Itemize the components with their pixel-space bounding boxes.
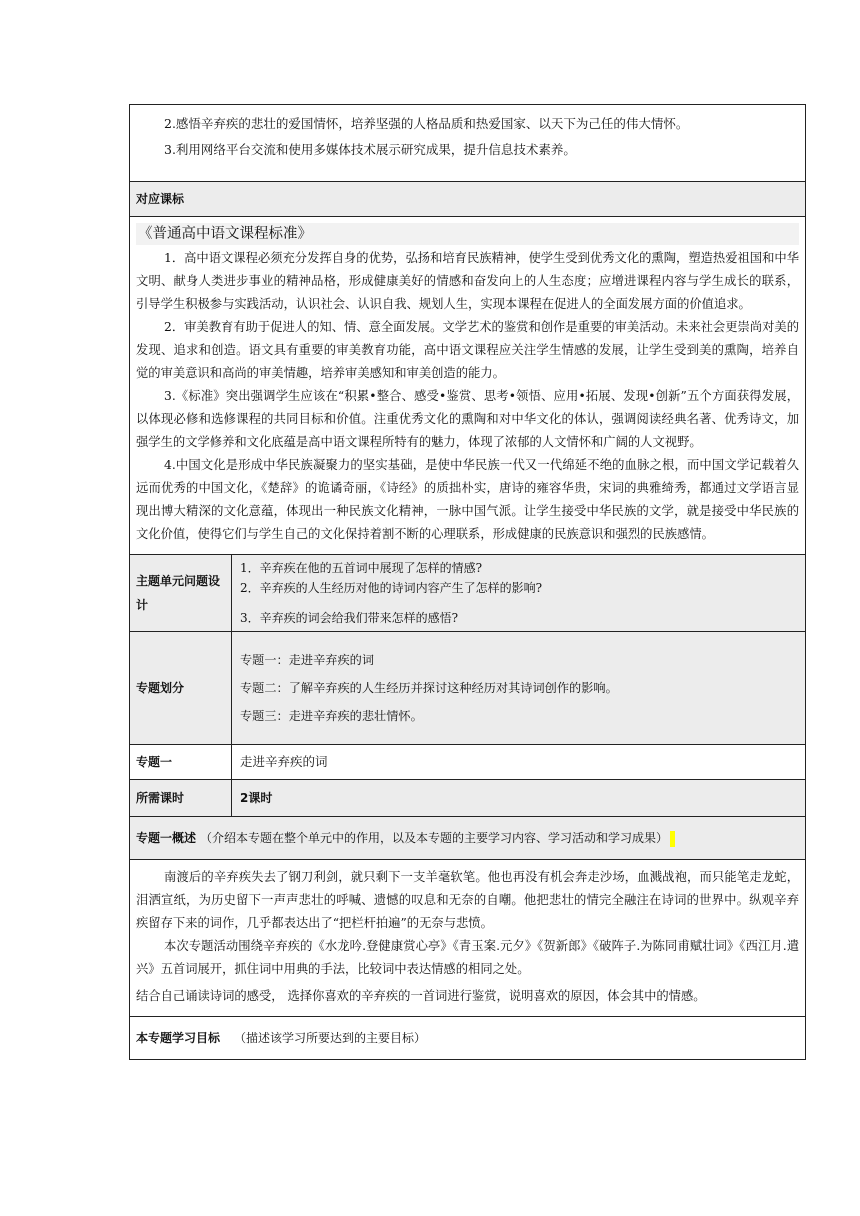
overview-paragraph-2: 本次专题活动围绕辛弃疾的《水龙吟.登健康赏心亭》《青玉案.元夕》《贺新郎》《破阵子.为陈同甫赋壮词》《西江月.遣兴》五首词展开，抓住词中用典的手法，比较词中表达情感的相同之处。 (136, 939, 799, 976)
highlight-marker (670, 831, 675, 847)
unit-question-3: 3．辛弃疾的词会给我们带来怎样的感悟? (240, 611, 459, 625)
goals-note: （描述该学习所要达到的主要目标） (234, 1031, 427, 1045)
goals-header-row (130, 1017, 806, 1060)
unit-questions-row (130, 555, 806, 632)
unit-questions-label: 主题单元问题设计 (130, 555, 232, 632)
standard-paragraph-3: 3.《标准》突出强调学生应该在“积累•整合、感受•鉴赏、思考•领悟、应用•拓展、发现•创新”五个方面获得发展，以体现必修和选修课程的共同目标和价值。注重优秀文化的熏陶和对中华文化的体认，强调阅读经典名著、优秀诗文，加强学生的文学修养和文化底蕴是高中语文课程所特有的魅力，体现了浓郁的人文情怀和广阔的人文视野。 (136, 389, 799, 449)
standard-paragraph-4: 4.中国文化是形成中华民族凝聚力的坚实基础，是使中华民族一代又一代绵延不绝的血脉之根，而中国文学记载着久远而优秀的中国文化，《楚辞》的诡谲奇丽，《诗经》的质拙朴实，唐诗的雍容华贵，宋词的典雅绮秀，都通过文学语言显现出博大精深的文化意蕴，体现出一种民族文化精神，一脉中国气派。让学生接受中华民族的文学，就是接受中华民族的文化价值，使得它们与学生自己的文化保持着割不断的心理联系，形成健康的民族意识和强烈的民族感情。 (136, 458, 799, 541)
overview-body (130, 860, 806, 1017)
overview-task: 结合自己诵读诗词的感受， 选择你喜欢的辛弃疾的一首词进行鉴赏，说明喜欢的原因，体会其中的情感。 (136, 989, 706, 1003)
unit-question-2: 2．辛弃疾的人生经历对他的诗词内容产生了怎样的影响? (240, 581, 543, 595)
topics-label: 专题划分 (130, 632, 232, 745)
objective-2: 2.感悟辛弃疾的悲壮的爱国情怀，培养坚强的人格品质和热爱国家、以天下为己任的伟大情怀。 (164, 116, 689, 131)
topic-item-2: 专题二：了解辛弃疾的人生经历并探讨这种经历对其诗词创作的影响。 (240, 681, 618, 695)
standard-paragraph-2: 2．审美教育有助于促进人的知、情、意全面发展。文学艺术的鉴赏和创作是重要的审美活动。未来社会更崇尚对美的发现、追求和创造。语文具有重要的审美教育功能，高中语文课程应关注学生情感的发展，让学生受到美的熏陶，培养自觉的审美意识和高尚的审美情趣，培养审美感知和审美创造的能力。 (136, 320, 799, 380)
goals-label: 本专题学习目标 (136, 1031, 221, 1045)
topic-one-row (130, 745, 806, 780)
topic-one-label: 专题一 (130, 745, 232, 780)
topic-one-value: 走进辛弃疾的词 (232, 745, 806, 780)
unit-question-1: 1．辛弃疾在他的五首词中展现了怎样的情感? (240, 561, 483, 575)
standards-header-row (130, 182, 806, 217)
overview-body-row (130, 860, 806, 1017)
standard-paragraph-1: 1．高中语文课程必须充分发挥自身的优势，弘扬和培育民族精神，使学生受到优秀文化的熏陶，塑造热爱祖国和中华文明、献身人类进步事业的精神品格，形成健康美好的情感和奋发向上的人生态度；应增进课程内容与学生成长的联系，引导学生积极参与实践活动，认识社会、认识自我、规划人生，实现本课程在促进人的全面发展方面的价值追求。 (136, 251, 799, 311)
overview-header-row (130, 817, 806, 860)
topic-item-3: 专题三：走进辛弃疾的悲壮情怀。 (240, 709, 423, 723)
overview-label: 专题一概述 (136, 831, 197, 845)
objectives-cell (130, 105, 806, 182)
objective-3: 3.利用网络平台交流和使用多媒体技术展示研究成果，提升信息技术素养。 (164, 142, 576, 157)
hours-row (130, 780, 806, 817)
overview-note: （介绍本专题在整个单元中的作用，以及本专题的主要学习内容、学习活动和学习成果） (200, 831, 669, 845)
standards-title: 《普通高中语文课程标准》 (136, 223, 799, 245)
standards-body-row (130, 217, 806, 555)
lesson-plan-page (129, 104, 805, 1060)
overview-paragraph-1: 南渡后的辛弃疾失去了钢刀利剑，就只剩下一支羊毫软笔。他也再没有机会奔走沙场，血溅战袍，而只能笔走龙蛇，泪洒宣纸，为历史留下一声声悲壮的呼喊、遗憾的叹息和无奈的自嘲。他把悲壮的情完全融注在诗词的世界中。纵观辛弃疾留存下来的词作，几乎都表达出了“把栏杆拍遍”的无奈与悲愤。 (136, 870, 799, 930)
topic-item-1: 专题一：走进辛弃疾的词 (240, 653, 375, 667)
hours-label: 所需课时 (130, 780, 232, 817)
standards-body (130, 217, 806, 555)
unit-questions-list (232, 555, 806, 632)
topics-list (232, 632, 806, 745)
lesson-plan-table (129, 104, 806, 1060)
goals-header (130, 1017, 806, 1060)
overview-header (130, 817, 806, 860)
topics-row (130, 632, 806, 745)
objectives-row (130, 105, 806, 182)
hours-value: 2课时 (232, 780, 806, 817)
standards-header: 对应课标 (130, 182, 806, 217)
